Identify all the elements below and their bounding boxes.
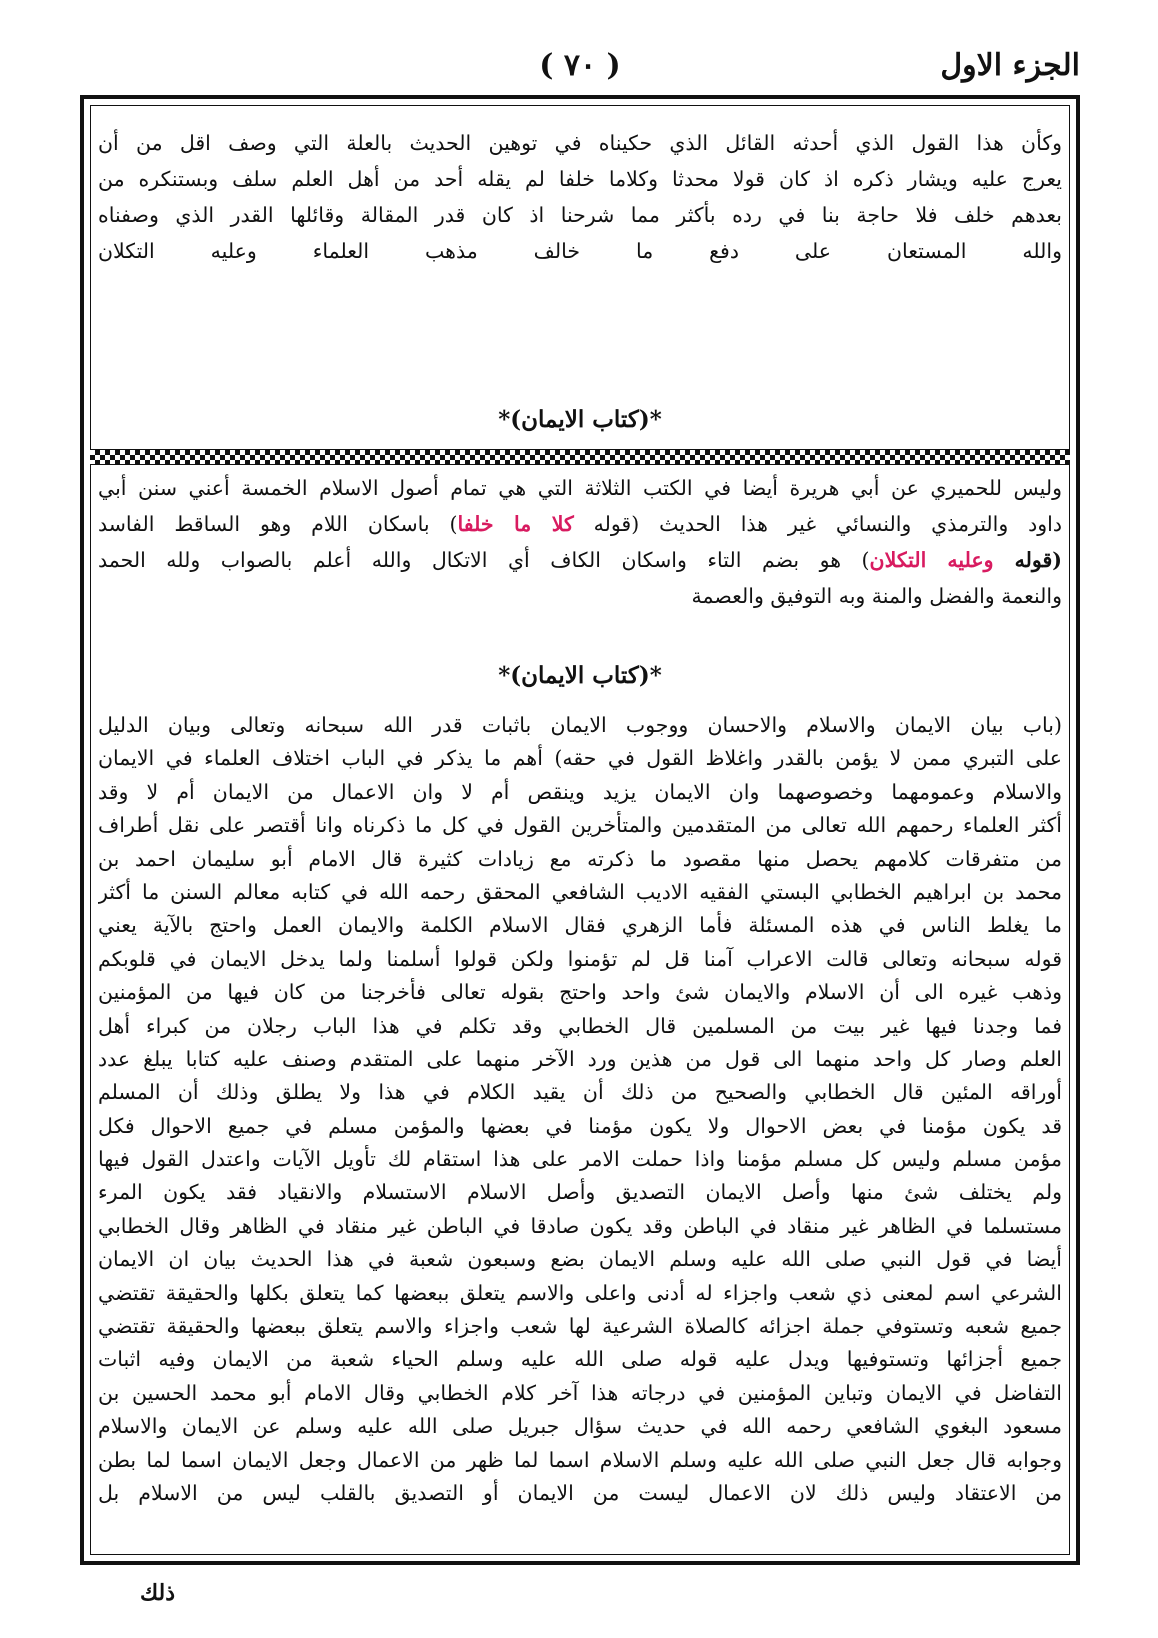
main-text-line: أيضا في قول النبي صلى الله عليه وسلم الايمان بضع وسبعون شعبة في هذا الحديث بيان ان الايمان <box>98 1247 1062 1272</box>
commentary-line <box>98 546 1062 575</box>
catchword: ذلك <box>140 1580 176 1606</box>
main-text-line: مؤمن مسلم وليس كل مسلم مؤمنا واذا حملت الامر على هذا استقام لك تأويل الآيات واعتدل القول فيها <box>98 1147 1062 1172</box>
highlighted-lemma: كلا ما خلفا <box>457 512 574 536</box>
commentary-line <box>98 474 1062 503</box>
main-text-line: والاسلام وعمومهما وخصوصهما وان الايمان يزيد وينقص أم لا وان الاعمال من الايمان أم لا وقد <box>98 779 1062 804</box>
main-text-line: (باب بيان الايمان والاسلام والاحسان ووجوب الايمان باثبات قدر الله سبحانه وتعالى وبيان الدليل <box>98 713 1062 737</box>
main-text-line: ما يغلط الناس في هذه المسئلة فأما الزهري فقال الاسلام الكلمة والايمان العمل واحتج بالآية يعني <box>98 913 1062 938</box>
main-text-line: أكثر العلماء رحمهم الله تعالى من المتقدمين والمتأخرين القول في كل ما ذكرناه وانا أقتصر على نقل أطراف <box>98 813 1062 838</box>
commentary-text-block <box>98 474 1062 618</box>
commentary-text: وليس للحميري عن أبي هريرة أيضا في الكتب الثلاثة التي هي تمام أصول الاسلام الخمسة أعني سنن أبي <box>98 476 1062 500</box>
main-text-line: مسعود البغوي الشافعي رحمه الله في حديث سؤال جبريل صلى الله عليه وسلم عن الايمان والاسلام <box>98 1414 1062 1439</box>
page-frame <box>80 95 1080 1565</box>
commentary-text: داود والترمذي والنسائي غير هذا الحديث (قوله <box>573 512 1062 536</box>
main-text-line: قد يكون مؤمنا في بعض الاحوال ولا يكون مؤمنا في بعضها والمؤمن مسلم في جميع الاحوال فكل <box>98 1113 1062 1138</box>
main-text-line: مستسلما في الظاهر غير منقاد في الباطن وقد يكون صادقا في الباطن غير منقاد في الظاهر وقال الخطابي <box>98 1213 1062 1238</box>
top-text-line: يعرج عليه ويشار ذكره اذ كان قولا محدثا وكلاما خلفا لم يقله أحد من أهل العلم سلف وبستنكره من <box>98 167 1062 191</box>
main-text-line: قوله سبحانه وتعالى قالت الاعراب آمنا قل لم تؤمنوا ولكن قولوا أسلمنا ولما يدخل الايمان في قلوبكم <box>98 946 1062 971</box>
top-text-block <box>98 129 1062 273</box>
main-text-line: جميع شعبه وتستوفي جملة اجزائه كالصلاة الشرعية لها شعب واجزاء والاسم يتعلق ببعضها والحقيقة تقتضي <box>98 1314 1062 1339</box>
top-section-heading: *(كتاب الايمان)* <box>498 406 662 433</box>
main-text-line: فما وجدنا فيها غير بيت من المسلمين قال الخطابي وقد تكلم في هذا الباب رجلان من كبراء أهل <box>98 1013 1062 1038</box>
commentary-text: ) هو بضم التاء واسكان الكاف أي الاتكال والله أعلم بالصواب ولله الحمد <box>98 548 870 572</box>
top-text-line: وكأن هذا القول الذي أحدثه القائل الذي حكيناه في توهين الحديث بالعلة التي وصف اقل من أن <box>98 131 1062 155</box>
main-text-line: وجوابه قال جعل النبي صلى الله عليه وسلم الاسلام اسما لما ظهر من الاعمال وجعل الايمان اسما لما بطن <box>98 1447 1062 1472</box>
main-text-line: أوراقه المئين قال الخطابي والصحيح من ذلك أن يقيد الكلام في هذا ولا يطلق وذلك أن المسلم <box>98 1080 1062 1105</box>
main-text-line: الشرعي اسم لمعنى ذي شعب واجزاء له أدنى واعلى والاسم يتعلق ببعضها كما يتعلق بكلها والحقيقة تقتضي <box>98 1280 1062 1305</box>
main-text-line: العلم وصار كل واحد منهما الى قول من هذين ورد الآخر منهما على المتقدم وصنف عليه كتابا يبلغ عدد <box>98 1046 1062 1071</box>
main-text-line: ولم يختلف شئ منها وأصل الايمان التصديق وأصل الاسلام الاستسلام والانقياد فقد يكون المرء <box>98 1180 1062 1205</box>
main-text-line: من الاعتقاد وليس ذلك لان الاعمال ليست من الايمان أو التصديق بالقلب ليس من الاسلام بل <box>98 1480 1062 1505</box>
part-title: الجزء الاول <box>940 48 1080 83</box>
commentary-line <box>98 582 1062 611</box>
commentary-text: والنعمة والفضل والمنة وبه التوفيق والعصمة <box>691 584 1062 608</box>
main-text-line: على التبري ممن لا يؤمن بالقدر واغلاظ القول في حقه) أهم ما يذكر في الباب اختلاف العلماء في الايمان <box>98 746 1062 771</box>
main-text-block <box>98 711 1062 1512</box>
commentary-text: ) باسكان اللام وهو الساقط الفاسد <box>98 512 458 536</box>
highlighted-lemma: وعليه التكلان <box>869 548 994 572</box>
main-text-line: جميع أجزائها وتستوفيها ويدل عليه قوله صلى الله عليه وسلم الحياء شعبة من الايمان وفيه اثبات <box>98 1347 1062 1372</box>
commentary-text: (قوله <box>993 548 1062 572</box>
main-text-line: من متفرقات كلامهم يحصل منها مقصود ما ذكرته مع زيادات كثيرة قال الامام أبو سليمان احمد بن <box>98 846 1062 871</box>
checkered-divider <box>90 449 1070 465</box>
page-number: ( ٧٠ ) <box>539 48 621 83</box>
top-text-line: والله المستعان على دفع ما خالف مذهب العلماء وعليه التكلان <box>98 239 1062 263</box>
running-header <box>80 48 1080 98</box>
main-text-line: وذهب غيره الى أن الاسلام والايمان شئ واحد واحتج بقوله تعالى فأخرجنا من كان فيها من المؤمنين <box>98 980 1062 1005</box>
commentary-section-heading: *(كتاب الايمان)* <box>498 662 662 689</box>
main-text-line: التفاضل في الايمان وتباين المؤمنين في درجاته هذا آخر كلام الخطابي وقال الامام أبو محمد الحسين بن <box>98 1380 1062 1405</box>
commentary-line <box>98 510 1062 539</box>
top-text-line: بعدهم خلف فلا حاجة بنا في رده بأكثر مما شرحنا اذ كان قدر المقالة وقائلها القدر الذي وصفناه <box>98 203 1062 227</box>
main-text-line: محمد بن ابراهيم الخطابي البستي الفقيه الاديب الشافعي المحقق رحمه الله في كتابه معالم السنن ما أكثر <box>98 879 1062 904</box>
